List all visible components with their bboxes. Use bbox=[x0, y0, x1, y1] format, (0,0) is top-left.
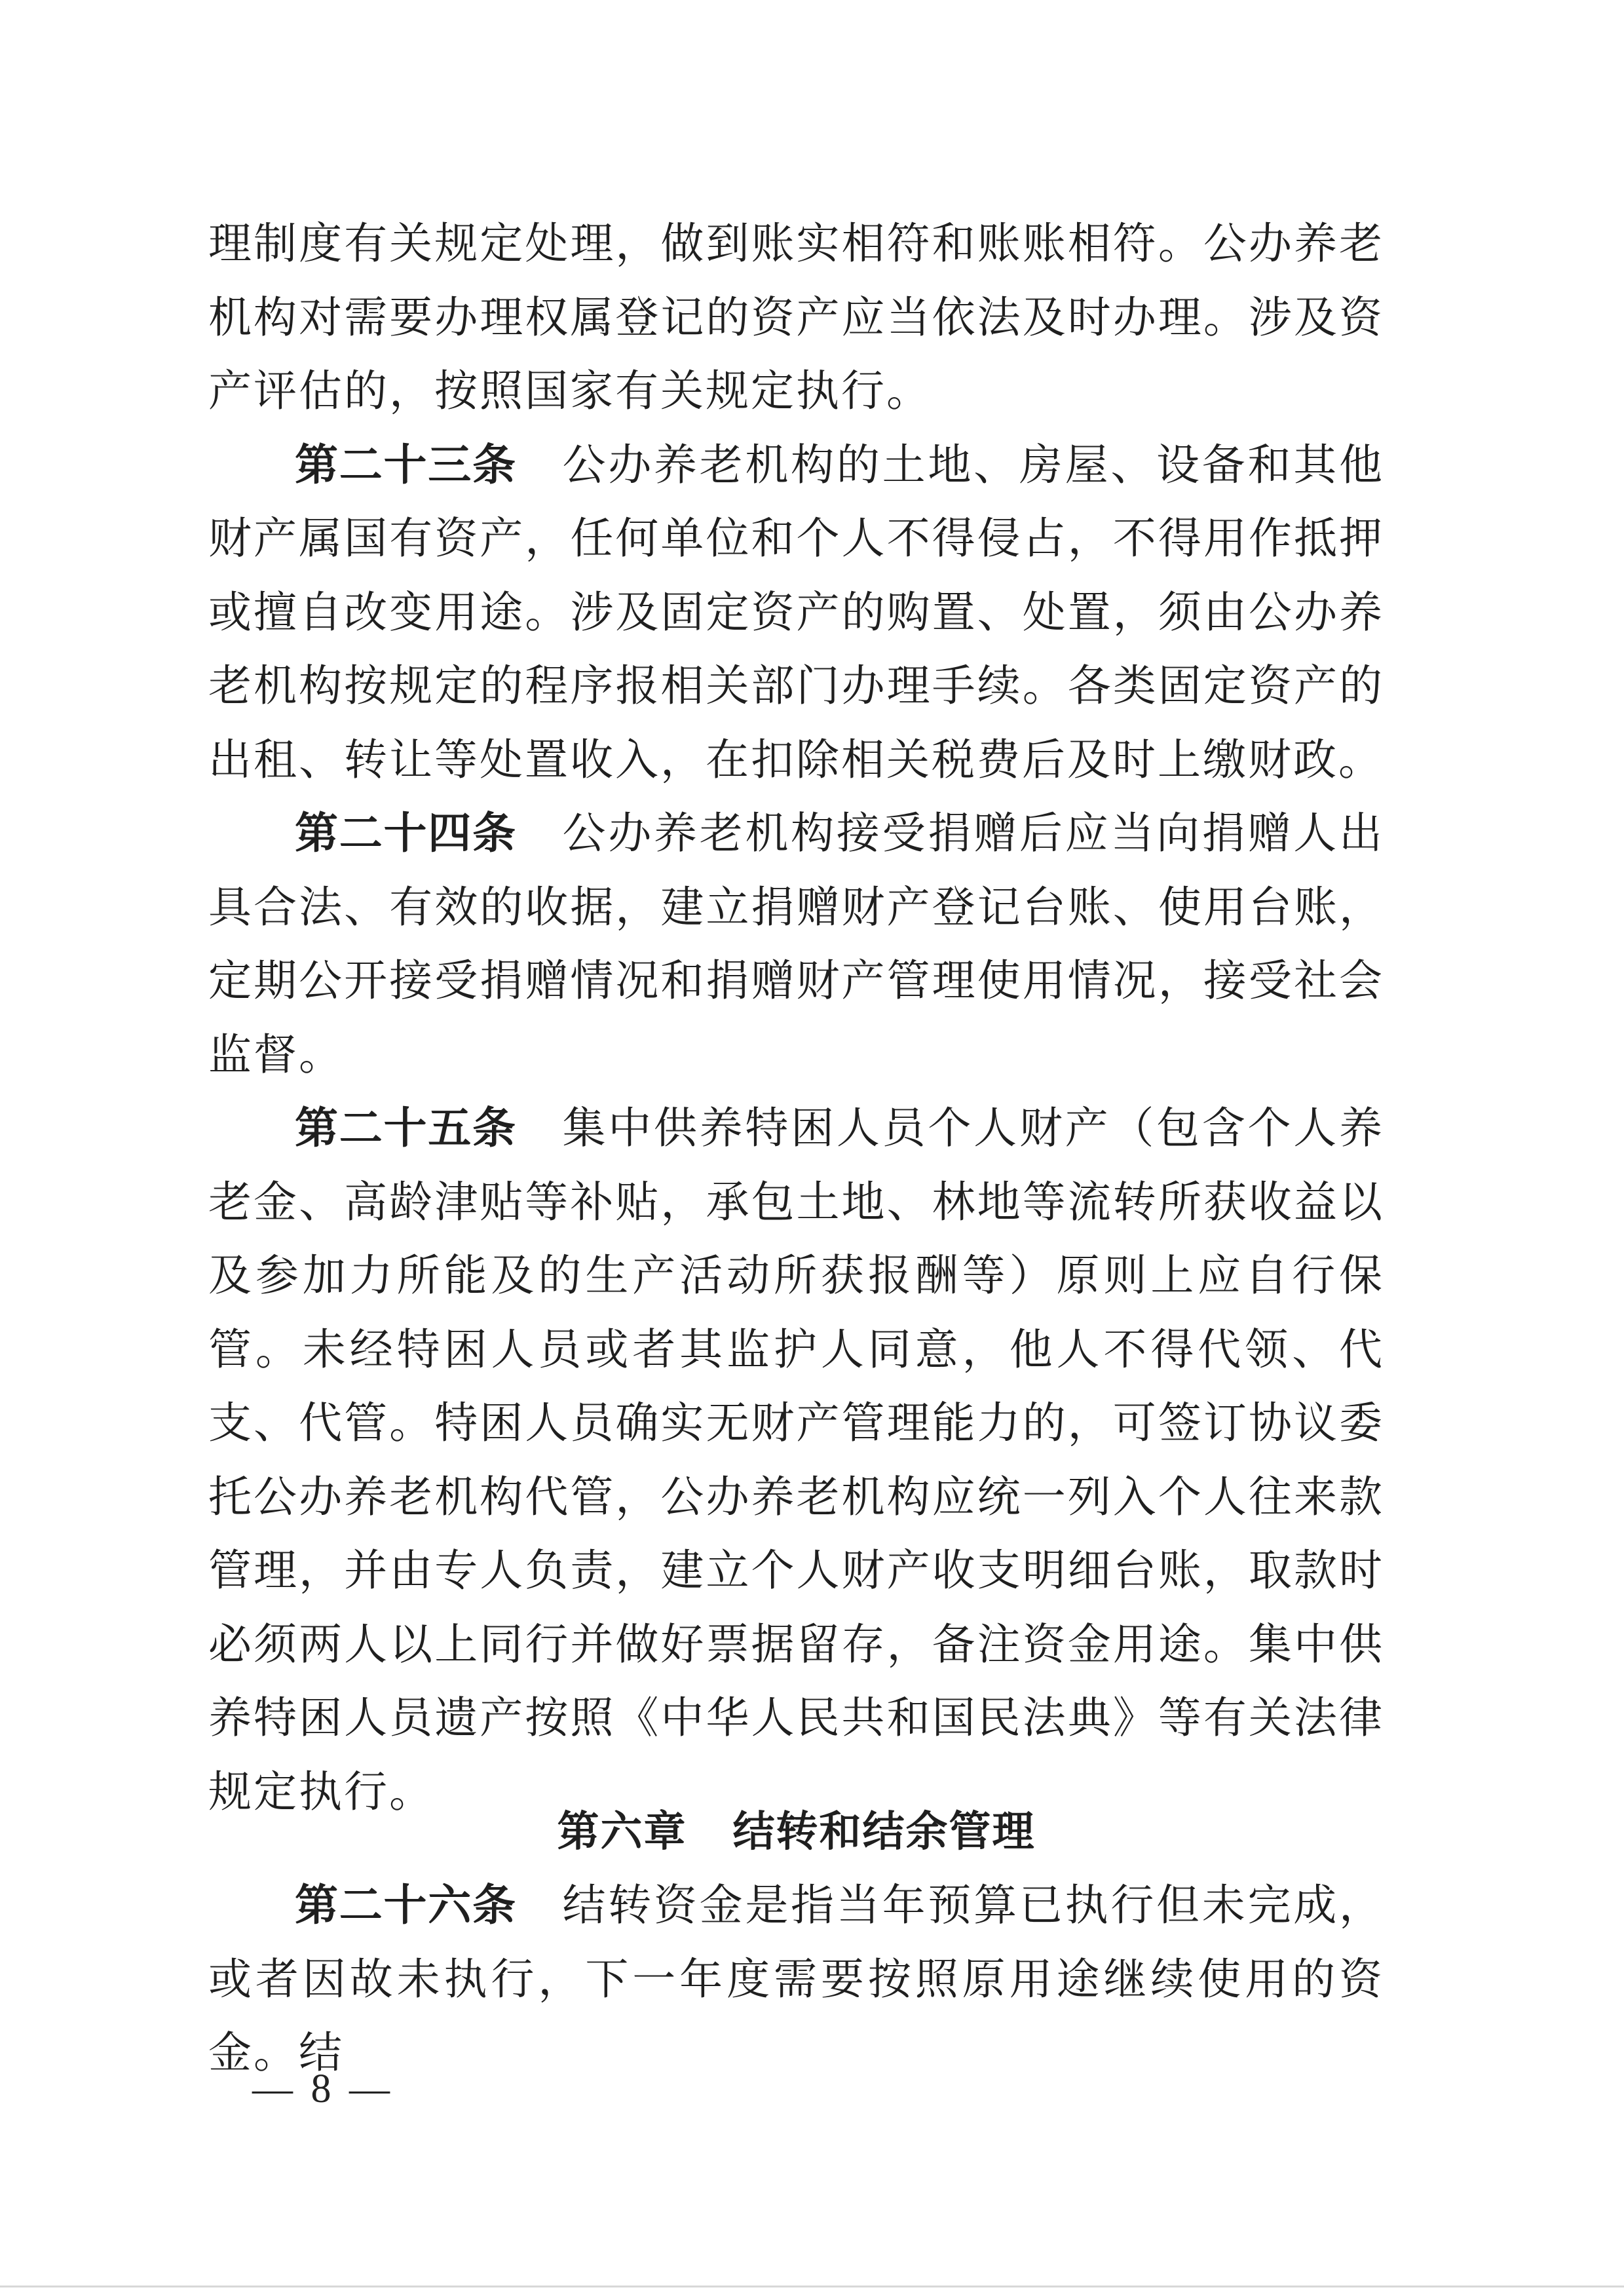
article-24-paragraph bbox=[208, 797, 1384, 1092]
chapter-heading bbox=[208, 1795, 1384, 1869]
page-number: — 8 — bbox=[252, 2067, 394, 2111]
body-text-section-2 bbox=[208, 1869, 1384, 2090]
body-text-section-1 bbox=[208, 207, 1384, 1829]
paragraph-text: 结转资金是指当年预算已执行但未完成，或者因故未执行，下一年度需要按照原用途继续使用的资金。结 bbox=[208, 1880, 1385, 2078]
paragraph-text: 公办养老机构的土地、房屋、设备和其他财产属国有资产，任何单位和个人不得侵占，不得用作抵押或擅自改变用途。涉及固定资产的购置、处置，须由公办养老机构按规定的程序报相关部门办理手续。各类固定资产的出租、转让等处置收入，在扣除相关税费后及时上缴财政。 bbox=[208, 439, 1385, 785]
article-number: 第二十六条 bbox=[295, 1880, 517, 1930]
paragraph-text: 公办养老机构接受捐赠后应当向捐赠人出具合法、有效的收据，建立捐赠财产登记台账、使用台账，定期公开接受捐赠情况和捐赠财产管理使用情况，接受社会监督。 bbox=[208, 808, 1385, 1080]
paragraph-continuation bbox=[208, 207, 1384, 429]
chapter-number: 第六章 bbox=[557, 1808, 687, 1856]
article-25-paragraph bbox=[208, 1092, 1384, 1829]
article-26-paragraph bbox=[208, 1869, 1384, 2090]
article-number: 第二十四条 bbox=[295, 808, 517, 858]
page-bottom-edge bbox=[0, 2286, 1624, 2287]
chapter-title: 结转和结余管理 bbox=[732, 1808, 1036, 1856]
article-number: 第二十三条 bbox=[295, 439, 517, 490]
article-number: 第二十五条 bbox=[295, 1103, 517, 1153]
article-23-paragraph bbox=[208, 429, 1384, 797]
paragraph-text: 集中供养特困人员个人财产（包含个人养老金、高龄津贴等补贴，承包土地、林地等流转所获收益以及参加力所能及的生产活动所获报酬等）原则上应自行保管。未经特困人员或者其监护人同意，他人不得代领、代支、代管。特困人员确实无财产管理能力的，可签订协议委托公办养老机构代管，公办养老机构应统一列入个人往来款管理，并由专人负责，建立个人财产收支明细台账，取款时必须两人以上同行并做好票据留存，备注资金用途。集中供养特困人员遗产按照《中华人民共和国民法典》等有关法律规定执行。 bbox=[208, 1103, 1385, 1817]
paragraph-text: 理制度有关规定处理，做到账实相符和账账相符。公办养老机构对需要办理权属登记的资产应当依法及时办理。涉及资产评估的，按照国家有关规定执行。 bbox=[208, 218, 1384, 416]
